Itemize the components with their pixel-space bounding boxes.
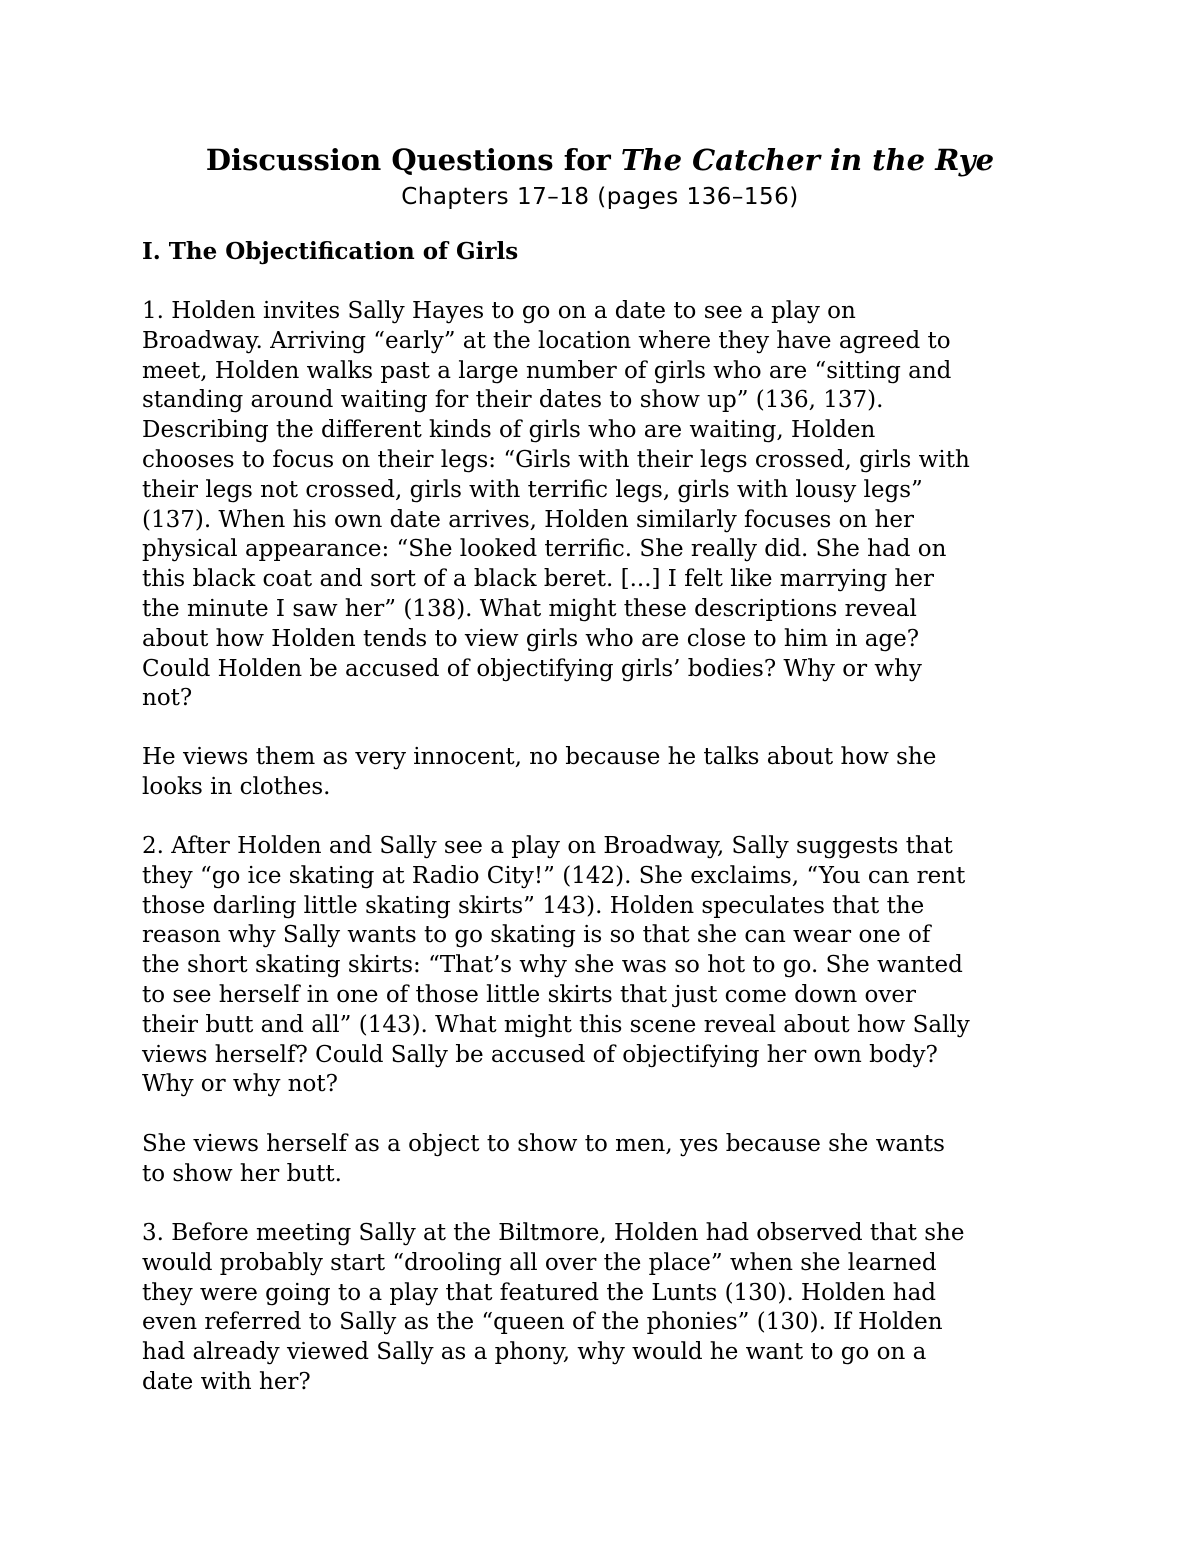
question-1-line: physical appearance: “She looked terrific. She really did. She had on <box>142 536 947 563</box>
question-3-line: they were going to a play that featured the Lunts (130). Holden had <box>142 1279 937 1306</box>
answer-2-line: to show her butt. <box>142 1160 342 1187</box>
question-3-line: even referred to Sally as the “queen of the phonies” (130). If Holden <box>142 1309 943 1336</box>
question-3-line: would probably start “drooling all over the place” when she learned <box>142 1249 937 1276</box>
question-2-line: those darling little skating skirts” 143). Holden speculates that the <box>142 892 925 919</box>
question-1-line: 1. Holden invites Sally Hayes to go on a date to see a play on <box>142 298 856 324</box>
question-2-line: to see herself in one of those little skirts that just come down over <box>142 981 916 1008</box>
question-3-line: date with her? <box>142 1368 311 1395</box>
question-3-line: had already viewed Sally as a phony, why would he want to go on a <box>142 1339 927 1366</box>
question-3 <box>142 1219 1072 1398</box>
question-2-line: reason why Sally wants to go skating is so that she can wear one of <box>142 922 931 949</box>
question-1-line: the minute I saw her” (138). What might these descriptions reveal <box>142 595 917 622</box>
book-title: The Catcher in the Rye <box>620 143 995 177</box>
question-1-line: this black coat and sort of a black beret. [...] I felt like marrying her <box>142 566 934 593</box>
answer-1 <box>142 743 1072 803</box>
question-1-line: meet, Holden walks past a large number of girls who are “sitting and <box>142 357 952 384</box>
question-1-line: (137). When his own date arrives, Holden similarly focuses on her <box>142 506 915 533</box>
question-2-line: views herself? Could Sally be accused of objectifying her own body? <box>142 1041 938 1068</box>
question-1-line: chooses to focus on their legs: “Girls with their legs crossed, girls with <box>142 446 970 473</box>
question-1 <box>142 297 1072 714</box>
question-1-line: their legs not crossed, girls with terrific legs, girls with lousy legs” <box>142 476 923 503</box>
question-2-line: 2. After Holden and Sally see a play on Broadway, Sally suggests that <box>142 833 953 859</box>
answer-1-line: He views them as very innocent, no because he talks about how she <box>142 744 937 770</box>
question-2-line: their butt and all” (143). What might this scene reveal about how Sally <box>142 1011 970 1038</box>
section-heading: I. The Objectification of Girls <box>142 238 519 265</box>
answer-2-line: She views herself as a object to show to men, yes because she wants <box>142 1131 945 1157</box>
question-1-line: standing around waiting for their dates to show up” (136, 137). <box>142 387 884 414</box>
question-2-line: they “go ice skating at Radio City!” (142). She exclaims, “You can rent <box>142 862 966 889</box>
title-prefix: Discussion Questions for <box>205 143 621 177</box>
page-title <box>0 140 1200 180</box>
page-subtitle: Chapters 17–18 (pages 136–156) <box>401 184 799 210</box>
answer-2 <box>142 1130 1072 1190</box>
answer-1-line: looks in clothes. <box>142 773 331 800</box>
question-1-line: Could Holden be accused of objectifying girls’ bodies? Why or why <box>142 655 922 682</box>
question-1-line: Describing the different kinds of girls who are waiting, Holden <box>142 417 876 444</box>
question-2-line: the short skating skirts: “That’s why she was so hot to go. She wanted <box>142 952 963 979</box>
question-1-line: about how Holden tends to view girls who are close to him in age? <box>142 625 920 652</box>
question-2-line: Why or why not? <box>142 1071 338 1098</box>
question-3-line: 3. Before meeting Sally at the Biltmore, Holden had observed that she <box>142 1220 965 1246</box>
question-1-line: Broadway. Arriving “early” at the location where they have agreed to <box>142 327 951 354</box>
question-2 <box>142 832 1072 1100</box>
question-1-line: not? <box>142 685 193 712</box>
